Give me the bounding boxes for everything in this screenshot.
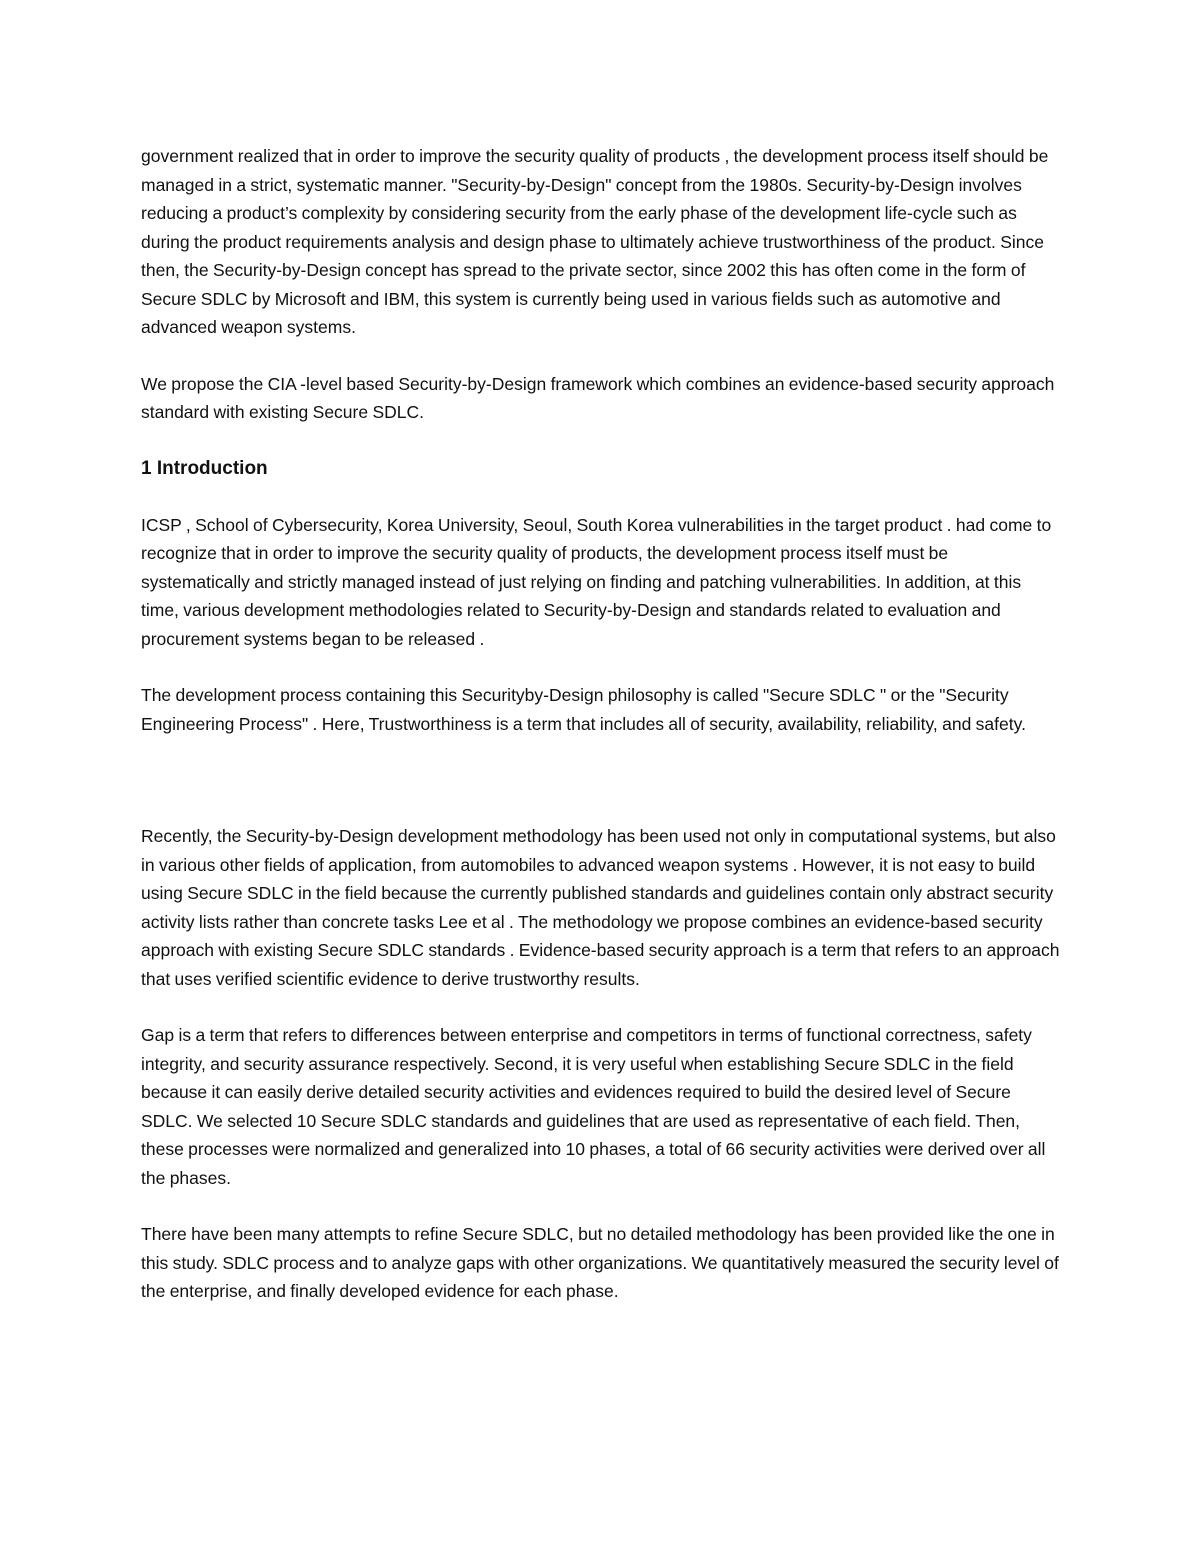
intro-paragraph-2: We propose the CIA -level based Security-by-Design framework which combines an evidence-based security approach standard with existing Secure SDLC. xyxy=(141,373,1055,422)
introduction-paragraph-1: ICSP , School of Cybersecurity, Korea University, Seoul, South Korea vulnerabilities in the target product . had come to recognize that in order to improve the security quality of products, the development process itself must be systematically and strictly managed instead of just relying on finding and patching vulnerabilities. In addition, at this time, various development methodologies related to Security-by-Design and standards related to evaluation and procurement systems began to be released . xyxy=(141,514,1052,649)
introduction-paragraph-4: Gap is a term that refers to differences between enterprise and competitors in terms of functional correctness, safety integrity, and security assurance respectively. Second, it is very useful when establishing Secure SDLC in the field because it can easily derive detailed security activities and evidences required to build the desired level of Secure SDLC. We selected 10 Secure SDLC standards and guidelines that are used as representative of each field. Then, these processes were normalized and generalized into 10 phases, a total of 66 security activities were derived over all the phases. xyxy=(141,1025,1046,1188)
section-heading-introduction: 1 Introduction xyxy=(141,457,268,479)
document-body xyxy=(141,142,1061,1334)
intro-paragraph-1: government realized that in order to improve the security quality of products , the development process itself should be managed in a strict, systematic manner. "Security-by-Design" concept from the 1980s. Security-by-Design involves reducing a product’s complexity by considering security from the early phase of the development life-cycle such as during the product requirements analysis and design phase to ultimately achieve trustworthiness of the product. Since then, the Security-by-Design concept has spread to the private sector, since 2002 this has often come in the form of Secure SDLC by Microsoft and IBM, this system is currently being used in various fields such as automotive and advanced weapon systems. xyxy=(141,146,1049,337)
blank-spacer xyxy=(141,766,1061,822)
introduction-paragraph-2: The development process containing this Securityby-Design philosophy is called "Secure SDLC " or the "Security Engineering Process" . Here, Trustworthiness is a term that includes all of security, availability, reliability, and safety. xyxy=(141,685,1026,734)
introduction-paragraph-3: Recently, the Security-by-Design development methodology has been used not only in computational systems, but also in various other fields of application, from automobiles to advanced weapon systems . However, it is not easy to build using Secure SDLC in the field because the currently published standards and guidelines contain only abstract security activity lists rather than concrete tasks Lee et al . The methodology we propose combines an evidence-based security approach with existing Secure SDLC standards . Evidence-based security approach is a term that refers to an approach that uses verified scientific evidence to derive trustworthy results. xyxy=(141,826,1060,989)
introduction-paragraph-5: There have been many attempts to refine Secure SDLC, but no detailed methodology has been provided like the one in this study. SDLC process and to analyze gaps with other organizations. We quantitatively measured the security level of the enterprise, and finally developed evidence for each phase. xyxy=(141,1224,1059,1301)
